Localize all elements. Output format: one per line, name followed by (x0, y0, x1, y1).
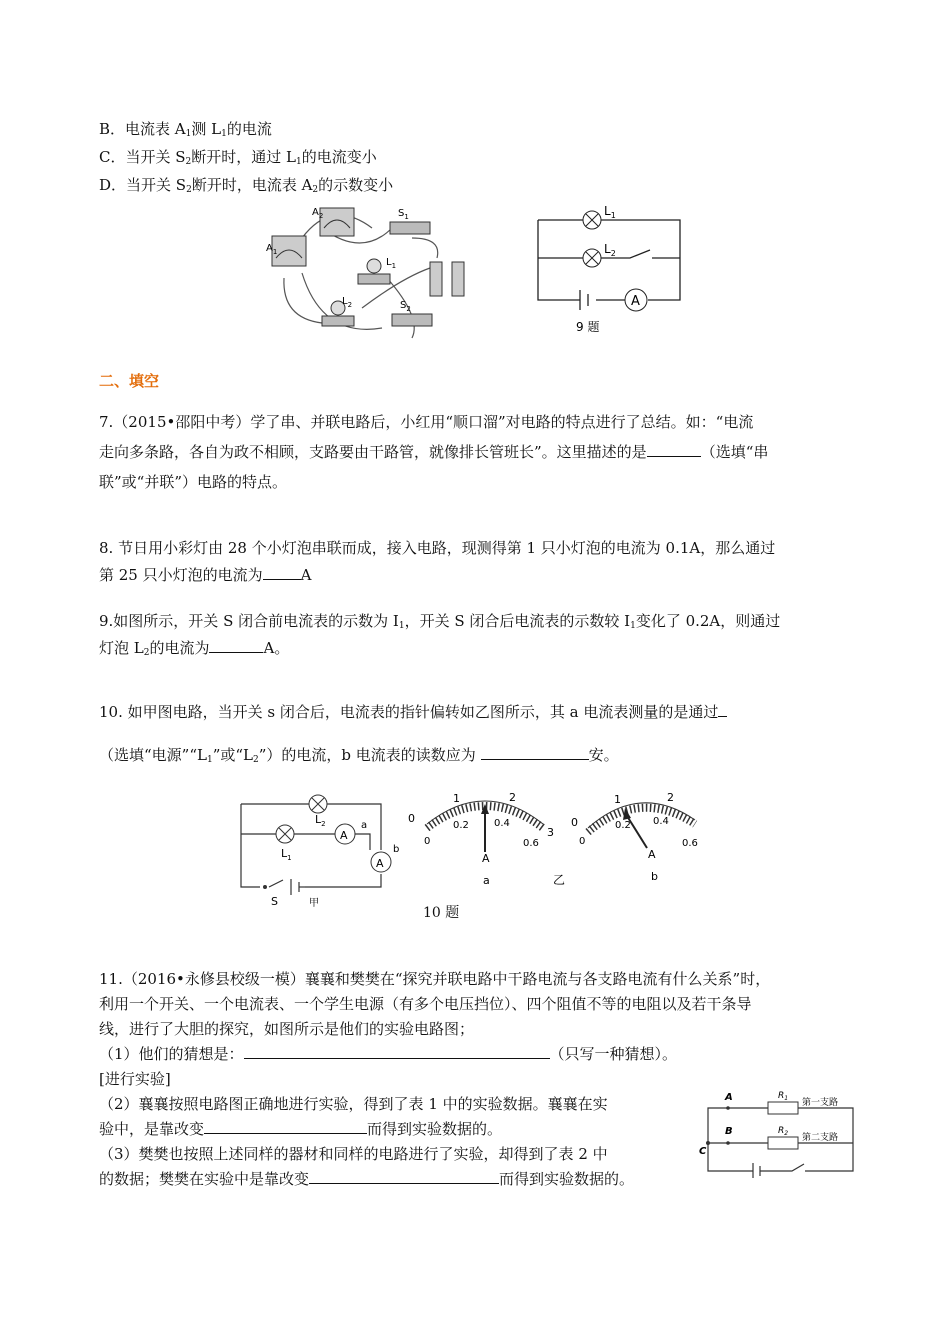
resistor-r2-icon (768, 1137, 798, 1149)
switch-s1-icon (390, 222, 430, 234)
svg-text:A: A (725, 1092, 733, 1103)
svg-text:R1: $R_1$ (778, 1091, 789, 1102)
svg-text:0: 0 (408, 812, 415, 825)
svg-text:S1: $S_1$ (398, 208, 409, 221)
svg-text:A: A (376, 857, 384, 870)
svg-text:A: A (482, 852, 490, 865)
q11-p2b: 验中，是靠改变 而得到实验数据的。 (99, 1120, 503, 1138)
svg-text:0: 0 (424, 836, 431, 847)
svg-text:C: C (699, 1146, 707, 1157)
q8-line1: 8. 节日用小彩灯由 28 个小灯泡串联而成，接入电路，现测得第 1 只小灯泡的电流为 0.1A，那么通过 (99, 539, 776, 557)
switch-s2-icon (392, 314, 432, 326)
q9-line2: 灯泡 $L_2$的电流为 A。 (99, 639, 290, 658)
fig10-caption: 10 题 (423, 905, 460, 921)
svg-text:L1: $L_1$ (281, 847, 292, 862)
svg-text:0.6: 0.6 (523, 838, 539, 849)
svg-text:A: A (631, 294, 640, 309)
battery-icon-2 (452, 262, 464, 296)
q8-line2: 第 25 只小灯泡的电流为 A (99, 566, 312, 584)
q7-line2: 走向多条路，各自为政不相顾，支路要由干路管，就像排长管班长”。这里描述的是 （选填“串 (99, 443, 769, 461)
q11-blank-1[interactable] (244, 1044, 550, 1059)
svg-text:a: a (483, 874, 490, 887)
q7-line3: 联”或“并联”）电路的特点。 (99, 473, 288, 491)
svg-text:B: B (725, 1126, 733, 1137)
svg-text:L1: $L_1$ (386, 257, 397, 270)
q8-blank[interactable] (263, 565, 301, 580)
svg-text:L2: $L_2$ (604, 242, 616, 258)
q9-line1: 9.如图所示，开关 S 闭合前电流表的示数为 $I_1$，开关 S 闭合后电流表的示数较 $I_1$变化了 0.2A，则通过 (99, 612, 781, 631)
svg-text:b: b (651, 870, 658, 883)
fig9-schematic (530, 198, 690, 338)
q11-p3a: （3）樊樊也按照上述同样的器材和同样的电路进行了实验，却得到了表 2 中 (99, 1145, 608, 1163)
svg-text:R2: $R_2$ (778, 1126, 789, 1137)
svg-text:L1: $L_1$ (604, 204, 616, 220)
q10-blank-b[interactable] (481, 745, 589, 760)
fig11-circuit (698, 1078, 858, 1178)
fig9-caption: 9 题 (576, 320, 600, 334)
bulb-l1-base-icon (358, 274, 390, 284)
svg-text:0.2: 0.2 (453, 820, 469, 831)
q11-line2: 利用一个开关、一个电流表、一个学生电源（有多个电压挡位）、四个阻值不等的电阻以及若干条导 (99, 995, 752, 1013)
q10-line1: 10. 如甲图电路，当开关 s 闭合后，电流表的指针偏转如乙图所示，其 a 电流表测量的是通过 (99, 702, 727, 722)
svg-text:0: 0 (579, 836, 586, 847)
option-d: D．当开关 $S_2$断开时，电流表 $A_2$的示数变小 (99, 176, 394, 195)
svg-text:2: 2 (509, 791, 516, 804)
q11-line3: 线，进行了大胆的探究，如图所示是他们的实验电路图； (99, 1020, 475, 1038)
q11-line1: 11.（2016•永修县校级一模）襄襄和樊樊在“探究并联电路中干路电流与各支路电流有什么关系”时， (99, 970, 771, 988)
svg-text:乙: 乙 (553, 873, 566, 887)
svg-text:a: a (361, 820, 368, 831)
q11-blank-3[interactable] (309, 1169, 499, 1184)
svg-text:0.4: 0.4 (653, 816, 669, 827)
q10-line2: （选填“电源$”“L_1$”或“$L_2$”）的电流，b 电流表的读数应为 安。 (99, 746, 619, 765)
svg-text:A: A (340, 829, 348, 842)
q11-p2a: （2）襄襄按照电路图正确地进行实验，得到了表 1 中的实验数据。襄襄在实 (99, 1095, 608, 1113)
q9-blank[interactable] (209, 638, 263, 653)
battery-icon (430, 262, 442, 296)
svg-text:甲: 甲 (309, 898, 319, 907)
svg-text:L2: $L_2$ (342, 296, 353, 309)
q11-blank-2[interactable] (204, 1119, 367, 1134)
q10-blank-a[interactable] (718, 702, 727, 717)
svg-text:A2: $A_2$ (312, 207, 324, 220)
svg-text:A1: $A_1$ (266, 243, 278, 256)
option-b: B．电流表 $A_1$测 $L_1$的电流 (99, 120, 272, 139)
q7-blank[interactable] (647, 442, 701, 457)
svg-text:S: S (271, 895, 278, 907)
svg-text:0.2: 0.2 (615, 820, 631, 831)
svg-text:1: 1 (453, 792, 460, 805)
q11-p3b: 的数据；樊樊在实验中是靠改变 而得到实验数据的。 (99, 1170, 635, 1188)
svg-text:1: 1 (614, 793, 621, 806)
fig10-circuit (235, 782, 405, 907)
svg-text:0.4: 0.4 (494, 818, 510, 829)
svg-text:2: 2 (667, 791, 674, 804)
option-c: C．当开关 $S_2$断开时，通过 $L_1$的电流变小 (99, 148, 377, 167)
q11-bracket: [进行实验] (99, 1070, 171, 1088)
svg-text:S2: $S_2$ (400, 300, 411, 313)
svg-text:b: b (393, 844, 400, 855)
fig10-meters (405, 784, 715, 889)
fig9-apparatus (262, 198, 482, 343)
svg-text:第二支路: 第二支路 (802, 1133, 839, 1143)
svg-text:3: 3 (547, 826, 554, 839)
svg-text:L2: $L_2$ (315, 813, 326, 828)
section-title: 二、填空 (99, 372, 160, 390)
bulb-l1-icon (367, 259, 381, 273)
q7-line1: 7.（2015•邵阳中考）学了串、并联电路后，小红用“顺口溜”对电路的特点进行了总结。如：“电流 (99, 413, 754, 431)
svg-text:0: 0 (571, 816, 578, 829)
meter-b-scale (588, 808, 695, 832)
resistor-r1-icon (768, 1102, 798, 1114)
bulb-l2-base-icon (322, 316, 354, 326)
svg-text:0.6: 0.6 (682, 838, 698, 849)
ammeter-a2-icon (320, 208, 354, 236)
q11-p1: （1）他们的猜想是： （只写一种猜想）。 (99, 1045, 678, 1063)
svg-text:A: A (648, 848, 656, 861)
svg-text:第一支路: 第一支路 (802, 1098, 839, 1108)
